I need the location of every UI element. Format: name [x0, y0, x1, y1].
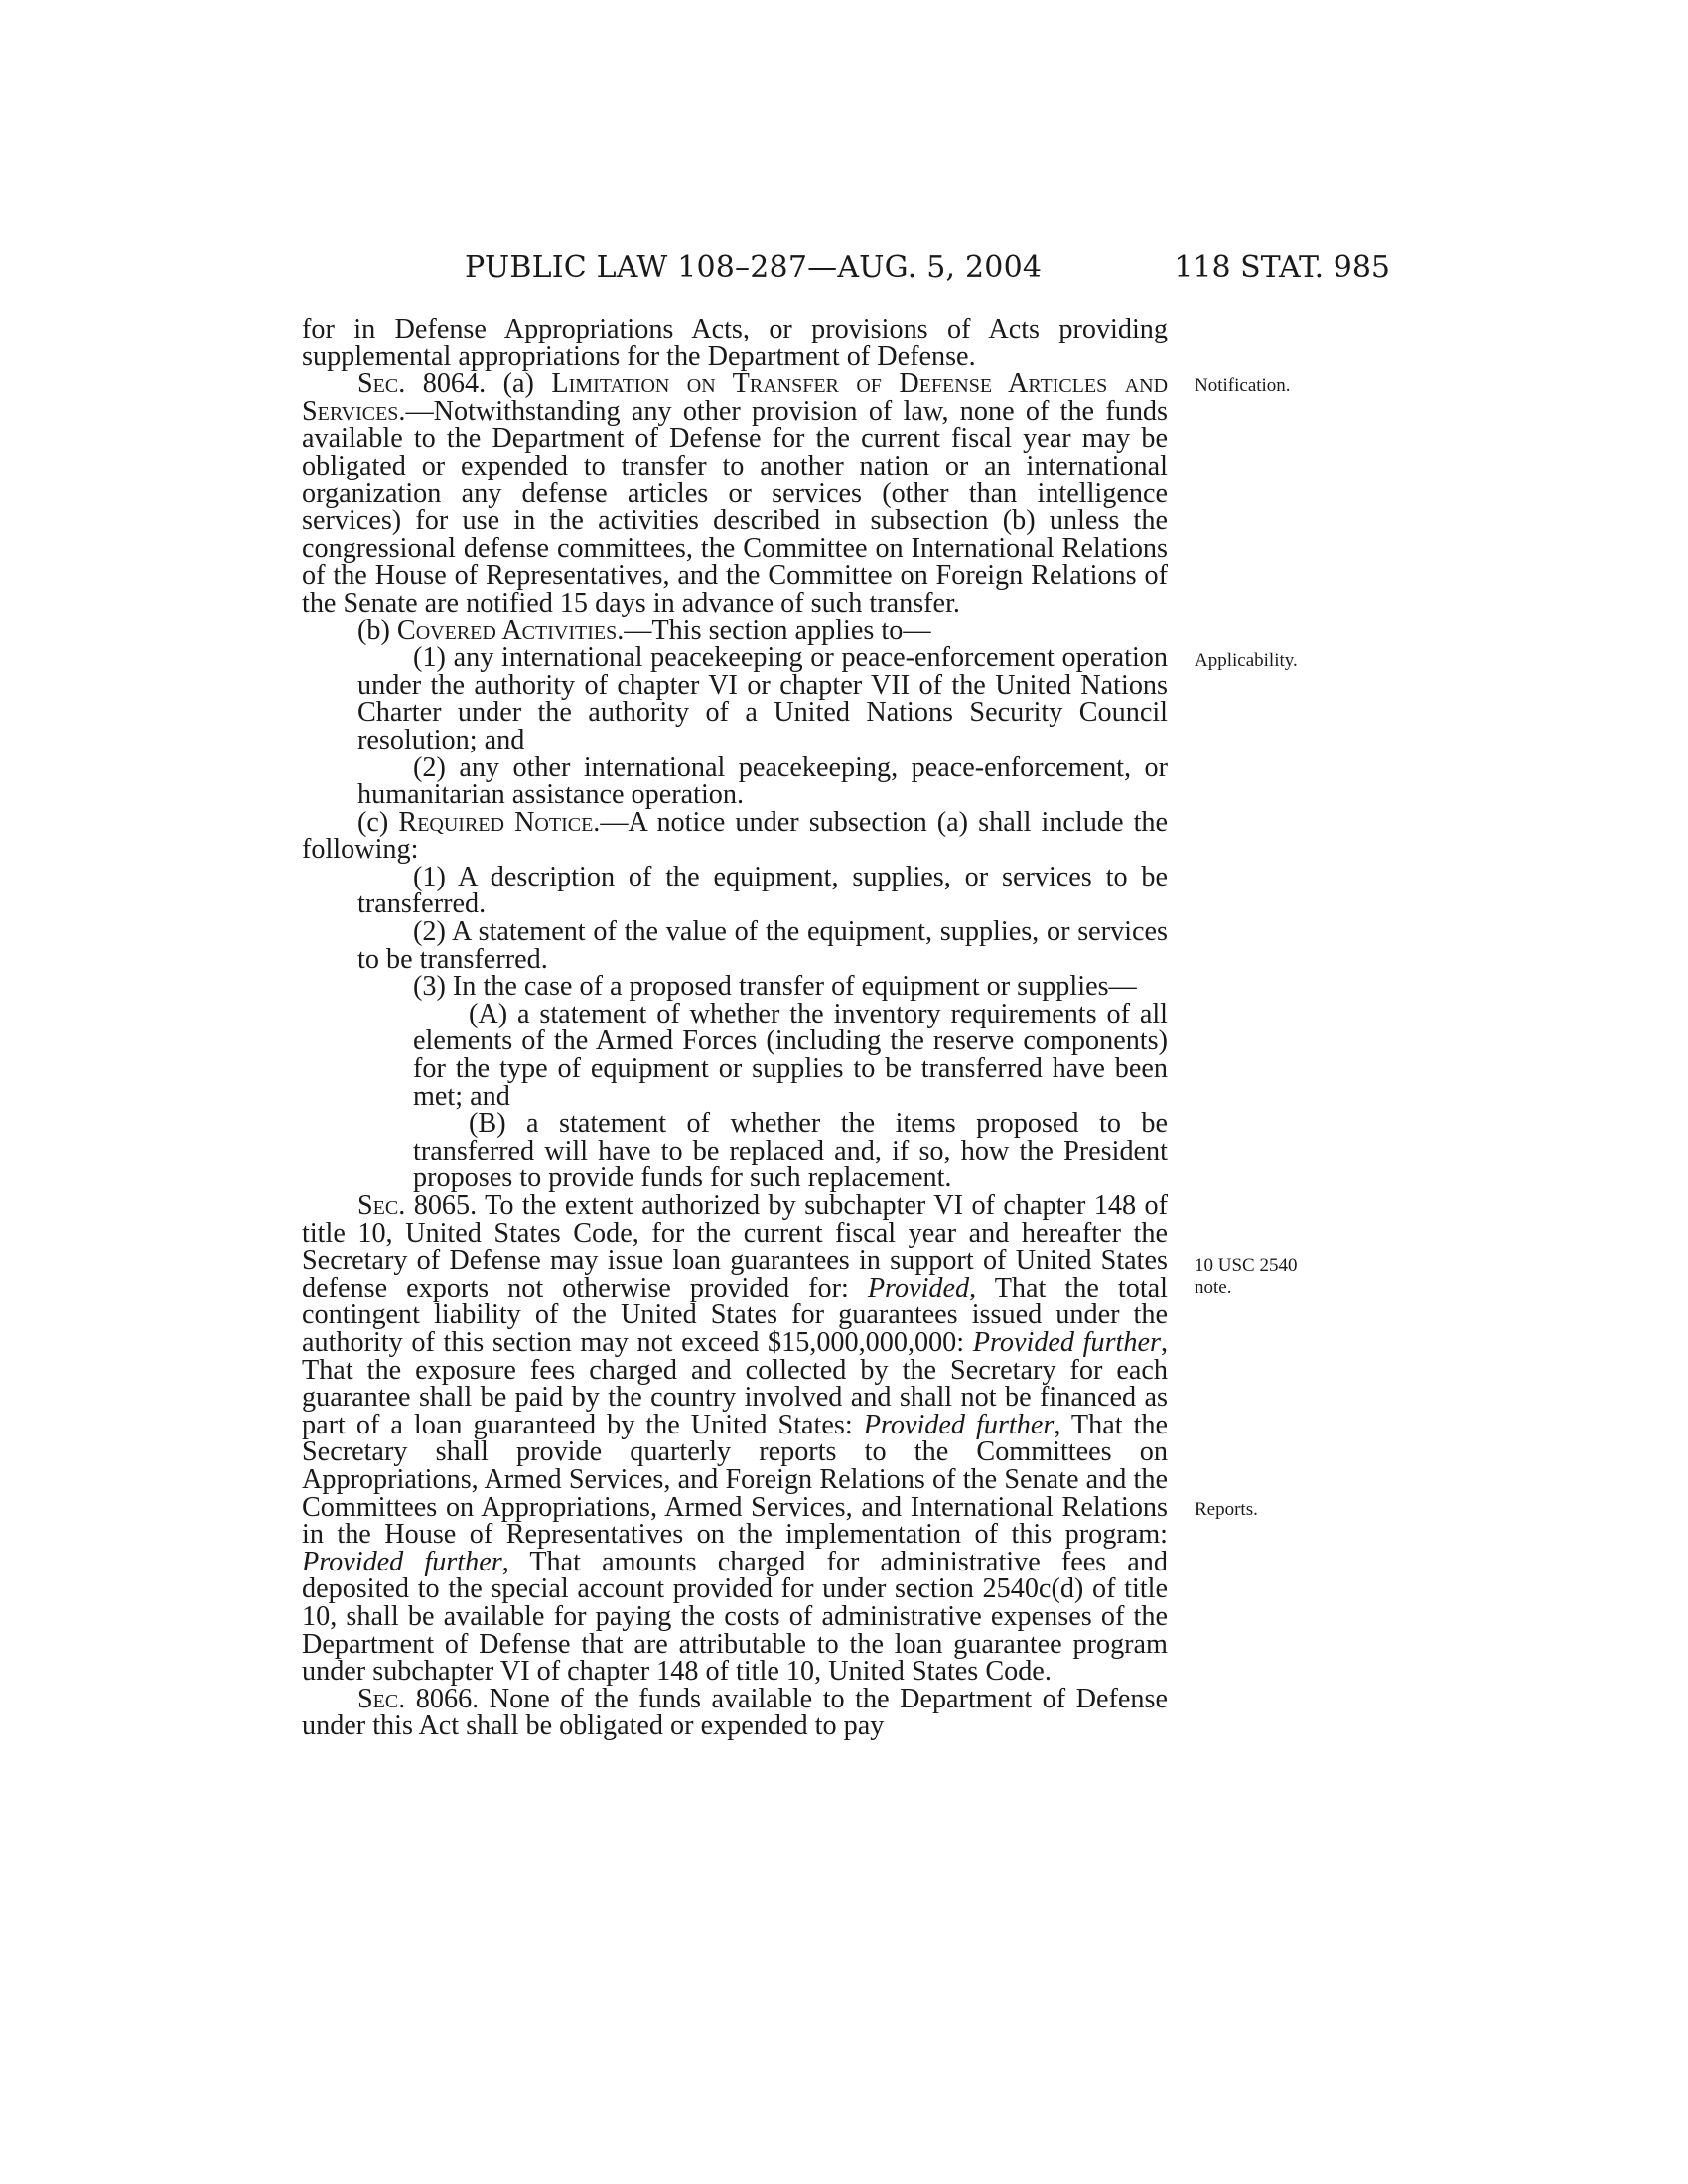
subsection-a-heading: Limitation on Transfer of Defense Articles and Services.: [302, 368, 1169, 427]
paragraph-b1: (1) any international peacekeeping or peace-enforcement operation under the authority of chapter VI or chapter VII of the United Nations Charter under the authority of a United Nations Security Council resolution; and: [357, 642, 1168, 755]
margin-note-reports: Reports.: [1195, 1499, 1258, 1520]
subsection-a-body: —Notwithstanding any other provision of law, none of the funds available to the Department of Defense for the current fiscal year may be obligated or expended to transfer to another nation or an international organization any defense articles or services (other than intelligence services) for use in the activities described in subsection (b) unless the congressional defense committees, the Committee on International Relations of the House of Representatives, and the Committee on Foreign Relations of the Senate are notified 15 days in advance of such transfer.: [302, 395, 1168, 618]
section-8065: [302, 1192, 1168, 1686]
provided-clause: Provided: [867, 1272, 970, 1303]
public-law-title: PUBLIC LAW 108–287—AUG. 5, 2004: [465, 250, 1043, 285]
section-8065-text-1: To the extent authorized by subchapter VI of chapter 148 of title 10, United States Code, for the current fiscal year and hereafter the Secretary of Defense may issue loan guarantees in support of United States defense exports not otherwise provided for:: [302, 1190, 1169, 1303]
section-8066: [302, 1683, 1169, 1742]
subparagraph-c3b: (B) a statement of whether the items proposed to be transferred will have to be replaced and, if so, how the President proposes to provide funds for such replacement.: [413, 1108, 1168, 1194]
continuation-text: for in Defense Appropriations Acts, or provisions of Acts providing supplemental appropriations for the Department of Defense.: [302, 314, 1168, 372]
subsection-c-body: —A notice under subsection (a) shall include the following:: [302, 806, 1169, 866]
section-8066-label: Sec. 8066.: [357, 1683, 480, 1714]
margin-note-notification: Notification.: [1195, 375, 1291, 396]
section-8065-label: Sec. 8065.: [357, 1190, 478, 1221]
section-8065-text-4: , That the Secretary shall provide quarterly reports to the Committees on Appropriations, Armed Services, and Foreign Relations of the Senate and the Committees on Appropriations, Armed Services, and International Relations in the House of Representatives on the implementation of this program:: [302, 1409, 1169, 1551]
usc-citation-line: 10 USC 2540: [1195, 1255, 1298, 1276]
margin-note-applicability: Applicability.: [1195, 650, 1298, 671]
subparagraph-c3a: (A) a statement of whether the inventory requirements of all elements of the Armed Forces (including the reserve components) for the type of equipment or supplies to be transferred have been met; and: [413, 998, 1168, 1112]
paragraph-c3: (3) In the case of a proposed transfer of equipment or supplies—: [413, 971, 1137, 1003]
page-header: [298, 250, 1390, 290]
paragraph-continuation: [302, 316, 1168, 370]
subsection-b: [302, 614, 1168, 646]
usc-note-line: note.: [1195, 1277, 1232, 1297]
section-8065-text-2: , That the total contingent liability of the United States for guarantees issued under the authority of this section may not exceed $15,000,000,000:: [302, 1272, 1168, 1358]
subsection-c-heading: Required Notice.: [398, 806, 601, 838]
section-8064-label: Sec. 8064.: [357, 368, 487, 400]
subsection-c: [302, 806, 1169, 866]
subsection-b-label: (b): [357, 614, 390, 646]
section-8066-text: None of the funds available to the Department of Defense under this Act shall be obligated or expended to pay: [302, 1683, 1169, 1742]
section-8064-a: [302, 370, 1168, 616]
subsection-a-label: (a): [502, 368, 534, 400]
section-8065-text-3: , That the exposure fees charged and collected by the Secretary for each guarantee shall be paid by the country involved and shall not be financed as part of a loan guaranteed by the United States:: [302, 1326, 1169, 1440]
subsection-b-body: —This section applies to—: [624, 614, 931, 646]
margin-note-usc-citation: [1195, 1255, 1297, 1298]
paragraph-b2: (2) any other international peacekeeping, peace-enforcement, or humanitarian assistance operation.: [357, 751, 1168, 811]
provided-further-clause-3: Provided further: [302, 1546, 502, 1577]
provided-further-clause-2: Provided further: [863, 1409, 1055, 1440]
paragraph-c2: (2) A statement of the value of the equipment, supplies, or services to be transferred.: [357, 916, 1168, 975]
paragraph-c1: (1) A description of the equipment, supplies, or services to be transferred.: [357, 861, 1168, 920]
subsection-b-heading: Covered Activities.: [396, 614, 625, 646]
statute-page-number: 118 STAT. 985: [1174, 250, 1390, 285]
provided-further-clause-1: Provided further: [972, 1326, 1161, 1358]
subsection-c-label: (c): [357, 806, 389, 838]
section-8065-text-5: , That amounts charged for administrative fees and deposited to the special account provided for under section 2540c(d) of title 10, shall be available for paying the costs of administrative expenses of the Department of Defense that are attributable to the loan guarantee program under subchapter VI of chapter 148 of title 10, United States Code.: [302, 1546, 1168, 1688]
document-body: [302, 316, 1168, 1740]
